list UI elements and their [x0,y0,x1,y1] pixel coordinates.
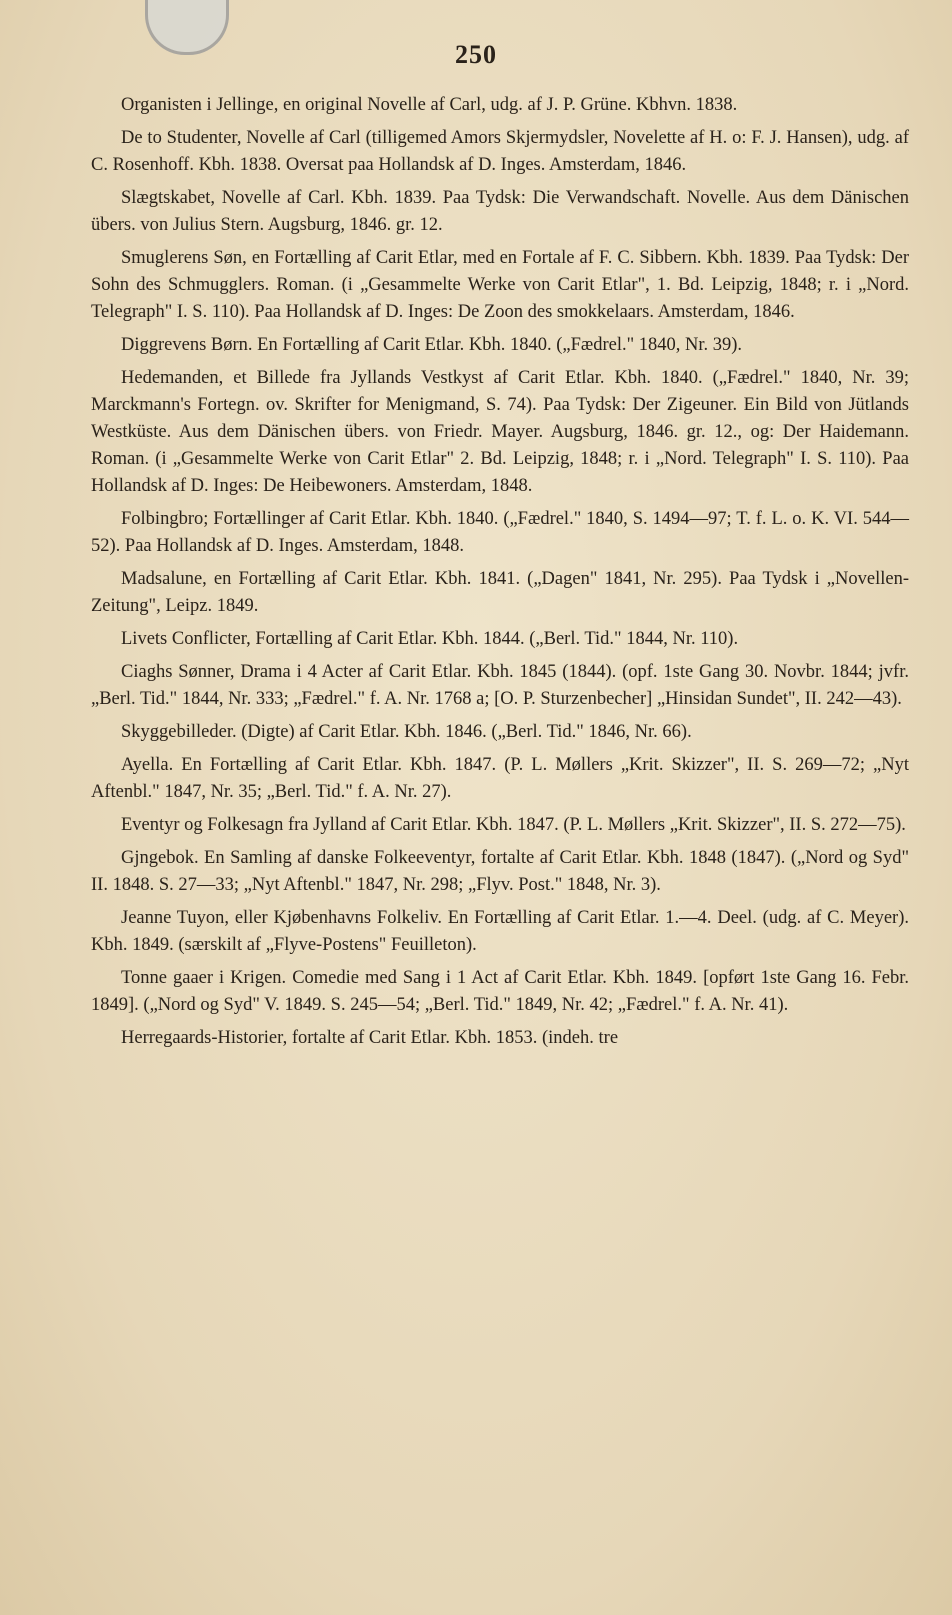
bibliography-entry: Folbingbro; Fortællinger af Carit Etlar. Kbh. 1840. („Fædrel." 1840, S. 1494—97; T. f. L. o. K. VI. 544—52). Paa Hollandsk af D. Inges. Amsterdam, 1848. [91,509,909,556]
bibliography-entry: Jeanne Tuyon, eller Kjøbenhavns Folkeliv. En Fortælling af Carit Etlar. 1.—4. Deel. (udg. af C. Meyer). Kbh. 1849. (særskilt af „Flyve-Postens" Feuilleton). [91,908,909,955]
bibliography-entry: Diggrevens Børn. En Fortælling af Carit Etlar. Kbh. 1840. („Fædrel." 1840, Nr. 39). [121,335,743,355]
page-number: 250 [455,40,497,69]
bibliography-entry: Ciaghs Sønner, Drama i 4 Acter af Carit Etlar. Kbh. 1845 (1844). (opf. 1ste Gang 30. Novbr. 1844; jvfr. „Berl. Tid." 1844, Nr. 333; „Fædrel." f. A. Nr. 1768 a; [O. P. Sturzenbecher] „Hinsidan Sundet", II. 242—43). [91,662,909,709]
bibliography-entry: Eventyr og Folkesagn fra Jylland af Carit Etlar. Kbh. 1847. (P. L. Møllers „Krit. Skizzer", II. S. 272—75). [121,815,906,835]
bibliography-entry: Madsalune, en Fortælling af Carit Etlar. Kbh. 1841. („Dagen" 1841, Nr. 295). Paa Tydsk i „Novellen-Zeitung", Leipz. 1849. [91,569,909,616]
bibliography-entry: Hedemanden, et Billede fra Jyllands Vestkyst af Carit Etlar. Kbh. 1840. („Fædrel." 1840, Nr. 39; Marckmann's Fortegn. ov. Skrifter for Menigmand, S. 74). Paa Tydsk: Der Zigeuner. Ein Bild von Jütlands Westküste. Aus dem Dänischen übers. von Friedr. Mayer. Augsburg, 1846. gr. 12., og: Der Haidemann. Roman. (i „Gesammelte Werke von Carit Etlar" 2. Bd. Leipzig, 1848; r. i „Nord. Telegraph" I. S. 110). Paa Hollandsk af D. Inges: De Heibewoners. Amsterdam, 1848. [91,368,909,496]
bibliography-entry: Herregaards-Historier, fortalte af Carit Etlar. Kbh. 1853. (indeh. tre [121,1028,619,1048]
bibliography-entry: Ayella. En Fortælling af Carit Etlar. Kbh. 1847. (P. L. Møllers „Krit. Skizzer", II. S. 269—72; „Nyt Aftenbl." 1847, Nr. 35; „Berl. Tid." f. A. Nr. 27). [91,755,909,802]
bibliography-text [91,92,909,1058]
bibliography-entry: De to Studenter, Novelle af Carl (tilligemed Amors Skjermydsler, Novelette af H. o: F. J. Hansen), udg. af C. Rosenhoff. Kbh. 1838. Oversat paa Hollandsk af D. Inges. Amsterdam, 1846. [91,128,909,175]
bibliography-entry: Gjngebok. En Samling af danske Folkeeventyr, fortalte af Carit Etlar. Kbh. 1848 (1847). („Nord og Syd" II. 1848. S. 27—33; „Nyt Aftenbl." 1847, Nr. 298; „Flyv. Post." 1848, Nr. 3). [91,848,909,895]
bibliography-entry: Tonne gaaer i Krigen. Comedie med Sang i 1 Act af Carit Etlar. Kbh. 1849. [opført 1ste Gang 16. Febr. 1849]. („Nord og Syd" V. 1849. S. 245—54; „Berl. Tid." 1849, Nr. 42; „Fædrel." f. A. Nr. 41). [91,968,909,1015]
bibliography-entry: Organisten i Jellinge, en original Novelle af Carl, udg. af J. P. Grüne. Kbhvn. 1838. [121,95,738,115]
bibliography-entry: Skyggebilleder. (Digte) af Carit Etlar. Kbh. 1846. („Berl. Tid." 1846, Nr. 66). [121,722,692,742]
bibliography-entry: Livets Conflicter, Fortælling af Carit Etlar. Kbh. 1844. („Berl. Tid." 1844, Nr. 110). [121,629,739,649]
bibliography-entry: Slægtskabet, Novelle af Carl. Kbh. 1839. Paa Tydsk: Die Verwandschaft. Novelle. Aus dem Dänischen übers. von Julius Stern. Augsburg, 1846. gr. 12. [91,188,909,235]
bibliography-entry: Smuglerens Søn, en Fortælling af Carit Etlar, med en Fortale af F. C. Sibbern. Kbh. 1839. Paa Tydsk: Der Sohn des Schmugglers. Roman. (i „Gesammelte Werke von Carit Etlar", 1. Bd. Leipzig, 1848; r. i „Nord. Telegraph" I. S. 110). Paa Hollandsk af D. Inges: De Zoon des smokkelaars. Amsterdam, 1846. [91,248,909,322]
